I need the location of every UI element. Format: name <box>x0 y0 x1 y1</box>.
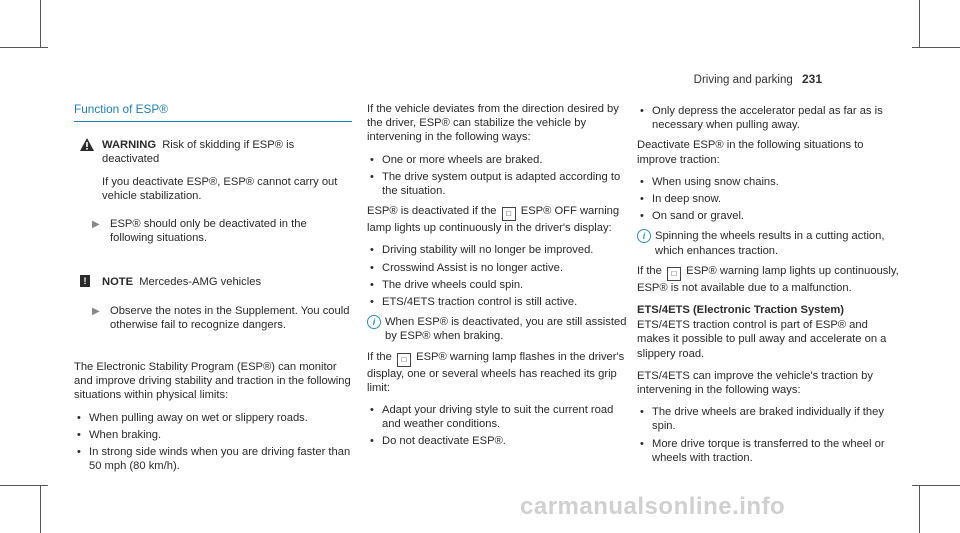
column-1 <box>74 102 352 479</box>
list-item: • On sand or gravel. <box>637 209 903 223</box>
deviation-intro: If the vehicle deviates from the direction desired by the driver, ESP® can stabilize the vehicle by intervening in the following ways: <box>367 103 619 144</box>
warning-triangle-icon <box>80 138 94 151</box>
esp-cont-pre: If the <box>637 264 662 277</box>
ets-paragraph-2: ETS/4ETS can improve the vehicle's traction by intervening in the following ways: <box>637 369 873 397</box>
crop-mark <box>919 0 920 48</box>
ets-intervention-list <box>637 405 903 465</box>
list-item: • Do not deactivate ESP®. <box>367 434 629 448</box>
arrow-right-icon: ▶ <box>92 305 100 317</box>
grip-limit-list <box>367 403 629 449</box>
info-text: When ESP® is deactivated, you are still assisted by ESP® when braking. <box>385 316 627 343</box>
note-title: Mercedes-AMG vehicles <box>139 276 262 289</box>
esp-off-paragraph <box>367 204 629 235</box>
warning-label: WARNING <box>102 139 157 152</box>
list-item: • The drive system output is adapted according to the situation. <box>367 170 629 198</box>
warning-box <box>74 138 352 245</box>
running-header <box>694 72 822 87</box>
esp-off-pre: ESP® is deactivated if the <box>367 205 497 218</box>
crop-mark <box>0 485 48 486</box>
note-exclamation-icon: ! <box>80 275 90 287</box>
list-item: • In deep snow. <box>637 192 903 206</box>
note-label: NOTE <box>102 276 134 289</box>
crop-mark <box>40 485 41 533</box>
esp-warning-lamp-icon: □ <box>667 267 681 281</box>
esp-flash-post: ESP® warning lamp flashes in the driver's display, one or several wheels has reached its grip limit: <box>367 350 625 394</box>
esp-off-lamp-icon: □ <box>502 207 516 221</box>
list-item: • Crosswind Assist is no longer active. <box>367 261 629 275</box>
column-3 <box>637 102 903 471</box>
note-action-text: Observe the notes in the Supplement. You could otherwise fail to recognize dangers. <box>110 304 350 331</box>
list-item: • Only depress the accelerator pedal as far as is necessary when pulling away. <box>637 104 903 132</box>
arrow-right-icon: ▶ <box>92 219 100 231</box>
list-item: • The drive wheels could spin. <box>367 278 629 292</box>
list-item: • Driving stability will no longer be improved. <box>367 243 629 257</box>
watermark: carmanualsonline.info <box>520 493 786 520</box>
info-note <box>367 315 629 343</box>
info-text: Spinning the wheels results in a cutting action, which enhances traction. <box>655 230 885 257</box>
ets-paragraph-1: ETS/4ETS traction control is part of ESP® and makes it possible to pull away and accelerate on a slippery road. <box>637 319 887 360</box>
intervention-list <box>367 153 629 199</box>
crop-mark <box>0 47 48 48</box>
section-title: Function of ESP® <box>74 102 352 122</box>
warning-action-text: ESP® should only be deactivated in the following situations. <box>110 218 307 245</box>
header-section: Driving and parking <box>693 74 793 86</box>
list-item: • In strong side winds when you are driving faster than 50 mph (80 km/h). <box>74 445 352 473</box>
list-item: • When pulling away on wet or slippery roads. <box>74 411 352 425</box>
info-icon: i <box>637 229 651 243</box>
crop-mark <box>40 0 41 48</box>
info-icon: i <box>367 315 381 329</box>
crop-mark <box>912 47 960 48</box>
note-box <box>74 275 352 332</box>
list-item: • Adapt your driving style to suit the current road and weather conditions. <box>367 403 629 431</box>
warning-body: If you deactivate ESP®, ESP® cannot carry out vehicle stabilization. <box>102 175 338 202</box>
deactivate-intro: Deactivate ESP® in the following situations to improve traction: <box>637 139 864 166</box>
esp-flash-paragraph <box>367 350 629 395</box>
situation-list <box>74 411 352 474</box>
ets-heading: ETS/4ETS (Electronic Traction System) <box>637 304 845 317</box>
esp-intro: The Electronic Stability Program (ESP®) can monitor and improve driving stability and traction in the following situations within physical limits: <box>74 361 351 402</box>
page-number: 231 <box>801 72 822 86</box>
esp-warning-lamp-icon: □ <box>397 353 411 367</box>
list-item: • The drive wheels are braked individually if they spin. <box>637 405 903 433</box>
esp-flash-pre: If the <box>367 350 392 363</box>
crop-mark <box>919 485 920 533</box>
esp-off-post: ESP® OFF warning lamp lights up continuously in the driver's display: <box>367 205 620 235</box>
accelerator-list <box>637 104 903 132</box>
list-item: • ETS/4ETS traction control is still active. <box>367 295 629 309</box>
info-note <box>637 229 903 257</box>
warning-title: Risk of skidding if ESP® is deactivated <box>102 139 295 166</box>
list-item: • When braking. <box>74 428 352 442</box>
deactivate-situations-list <box>637 175 903 224</box>
warning-action <box>92 217 352 245</box>
list-item: • One or more wheels are braked. <box>367 153 629 167</box>
note-action <box>92 304 352 332</box>
list-item: • More drive torque is transferred to the wheel or wheels with traction. <box>637 437 903 465</box>
esp-off-effects-list <box>367 243 629 309</box>
esp-cont-post: ESP® warning lamp lights up continuously, ESP® is not available due to a malfunction. <box>637 264 899 294</box>
esp-malfunction-paragraph <box>637 264 903 295</box>
list-item: • When using snow chains. <box>637 175 903 189</box>
column-2 <box>367 102 629 455</box>
crop-mark <box>912 485 960 486</box>
